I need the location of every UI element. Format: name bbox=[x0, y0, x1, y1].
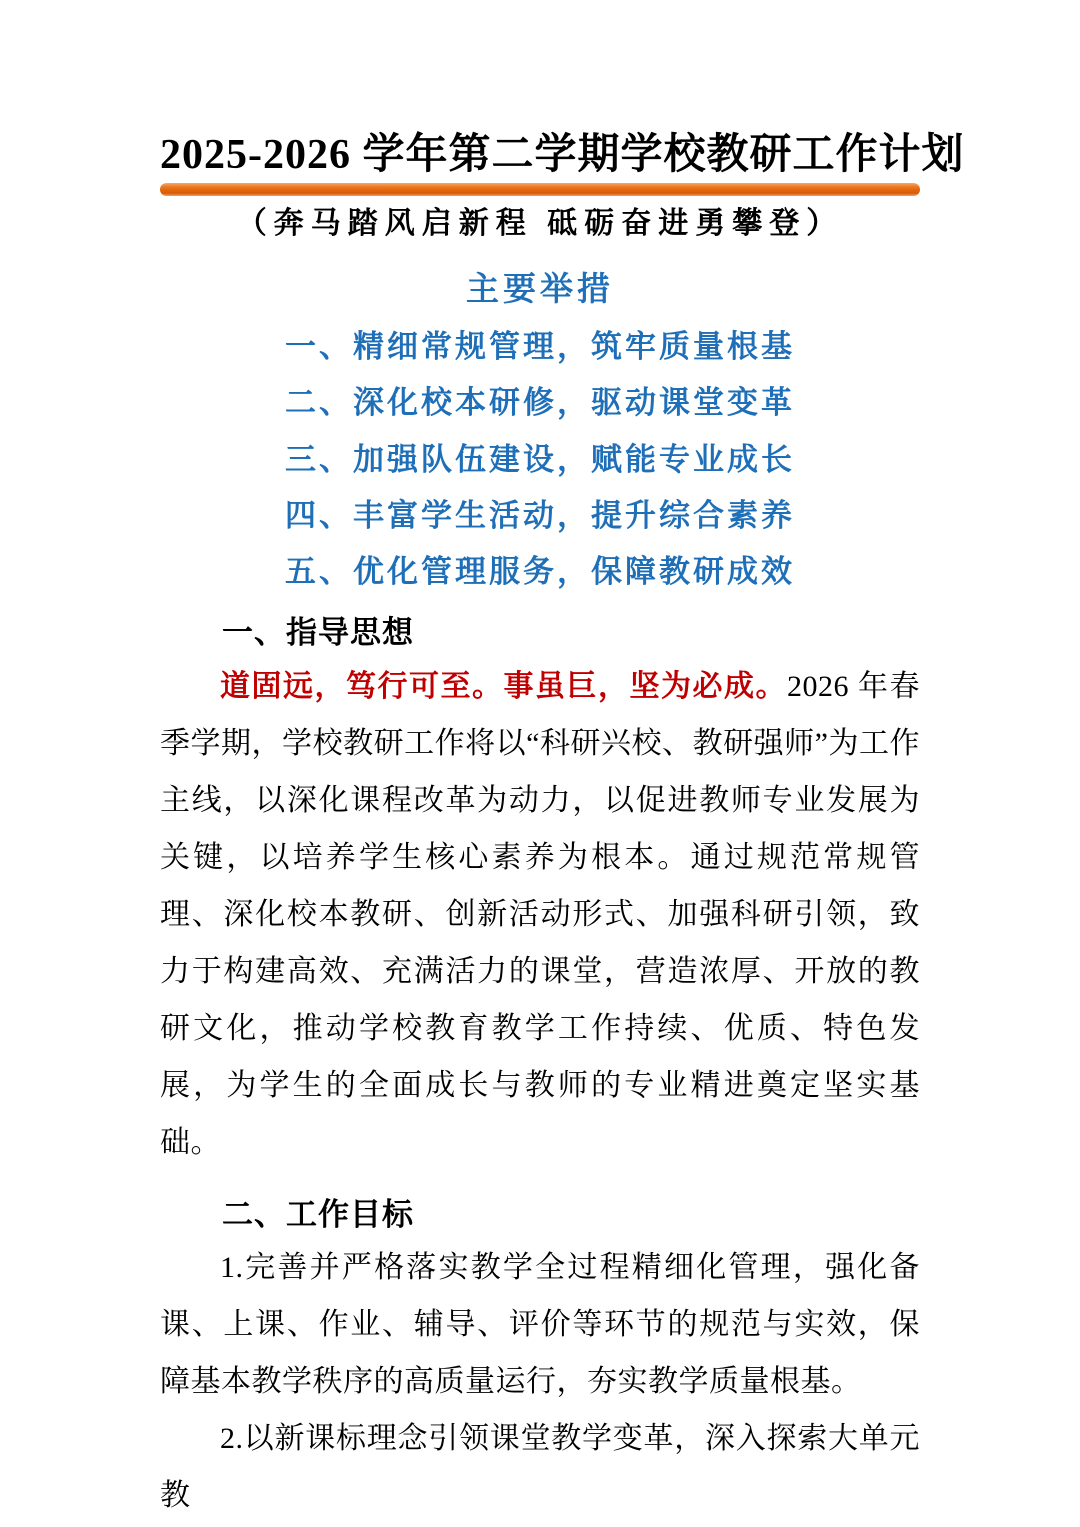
section-heading-guiding-ideology: 一、指导思想 bbox=[222, 614, 414, 650]
guiding-ideology-paragraph bbox=[160, 658, 920, 1171]
title-underline-bar bbox=[160, 183, 920, 196]
work-goal-paragraph-2: 2.以新课标理念引领课堂教学变革，深入探索大单元教 bbox=[160, 1422, 920, 1513]
measure-item-1: 一、精细常规管理，筑牢质量根基 bbox=[285, 329, 795, 365]
document-title: 2025-2026 学年第二学期学校教研工作计划 bbox=[160, 132, 965, 178]
measure-item-2: 二、深化校本研修，驱动课堂变革 bbox=[285, 385, 795, 421]
document-subtitle: （奔马踏风启新程 砥砺奋进勇攀登） bbox=[236, 207, 844, 241]
measure-item-3: 三、加强队伍建设，赋能专业成长 bbox=[285, 441, 795, 477]
guiding-ideology-text: 2026 年春季学期，学校教研工作将以“科研兴校、教研强师”为工作主线，以深化课程改革为动力，以促进教师专业发展为关键，以培养学生核心素养为根本。通过规范常规管理、深化校本教研、创新活动形式、加强科研引领，致力于构建高效、充满活力的课堂，营造浓厚、开放的教研文化，推动学校教育教学工作持续、优质、特色发展，为学生的全面成长与教师的专业精进奠定坚实基础。 bbox=[160, 669, 920, 1159]
lead-motto-text: 道固远，笃行可至。事虽巨，坚为必成。 bbox=[220, 669, 787, 703]
measure-item-5: 五、优化管理服务，保障教研成效 bbox=[285, 553, 795, 589]
measure-item-4: 四、丰富学生活动，提升综合素养 bbox=[285, 497, 795, 533]
measures-heading: 主要举措 bbox=[466, 272, 614, 309]
work-goal-paragraph-1: 1.完善并严格落实教学全过程精细化管理，强化备课、上课、作业、辅导、评价等环节的规范与实效，保障基本教学秩序的高质量运行，夯实教学质量根基。 bbox=[160, 1251, 920, 1399]
key-measures-block bbox=[160, 272, 920, 589]
section-heading-work-goals: 二、工作目标 bbox=[222, 1196, 414, 1232]
